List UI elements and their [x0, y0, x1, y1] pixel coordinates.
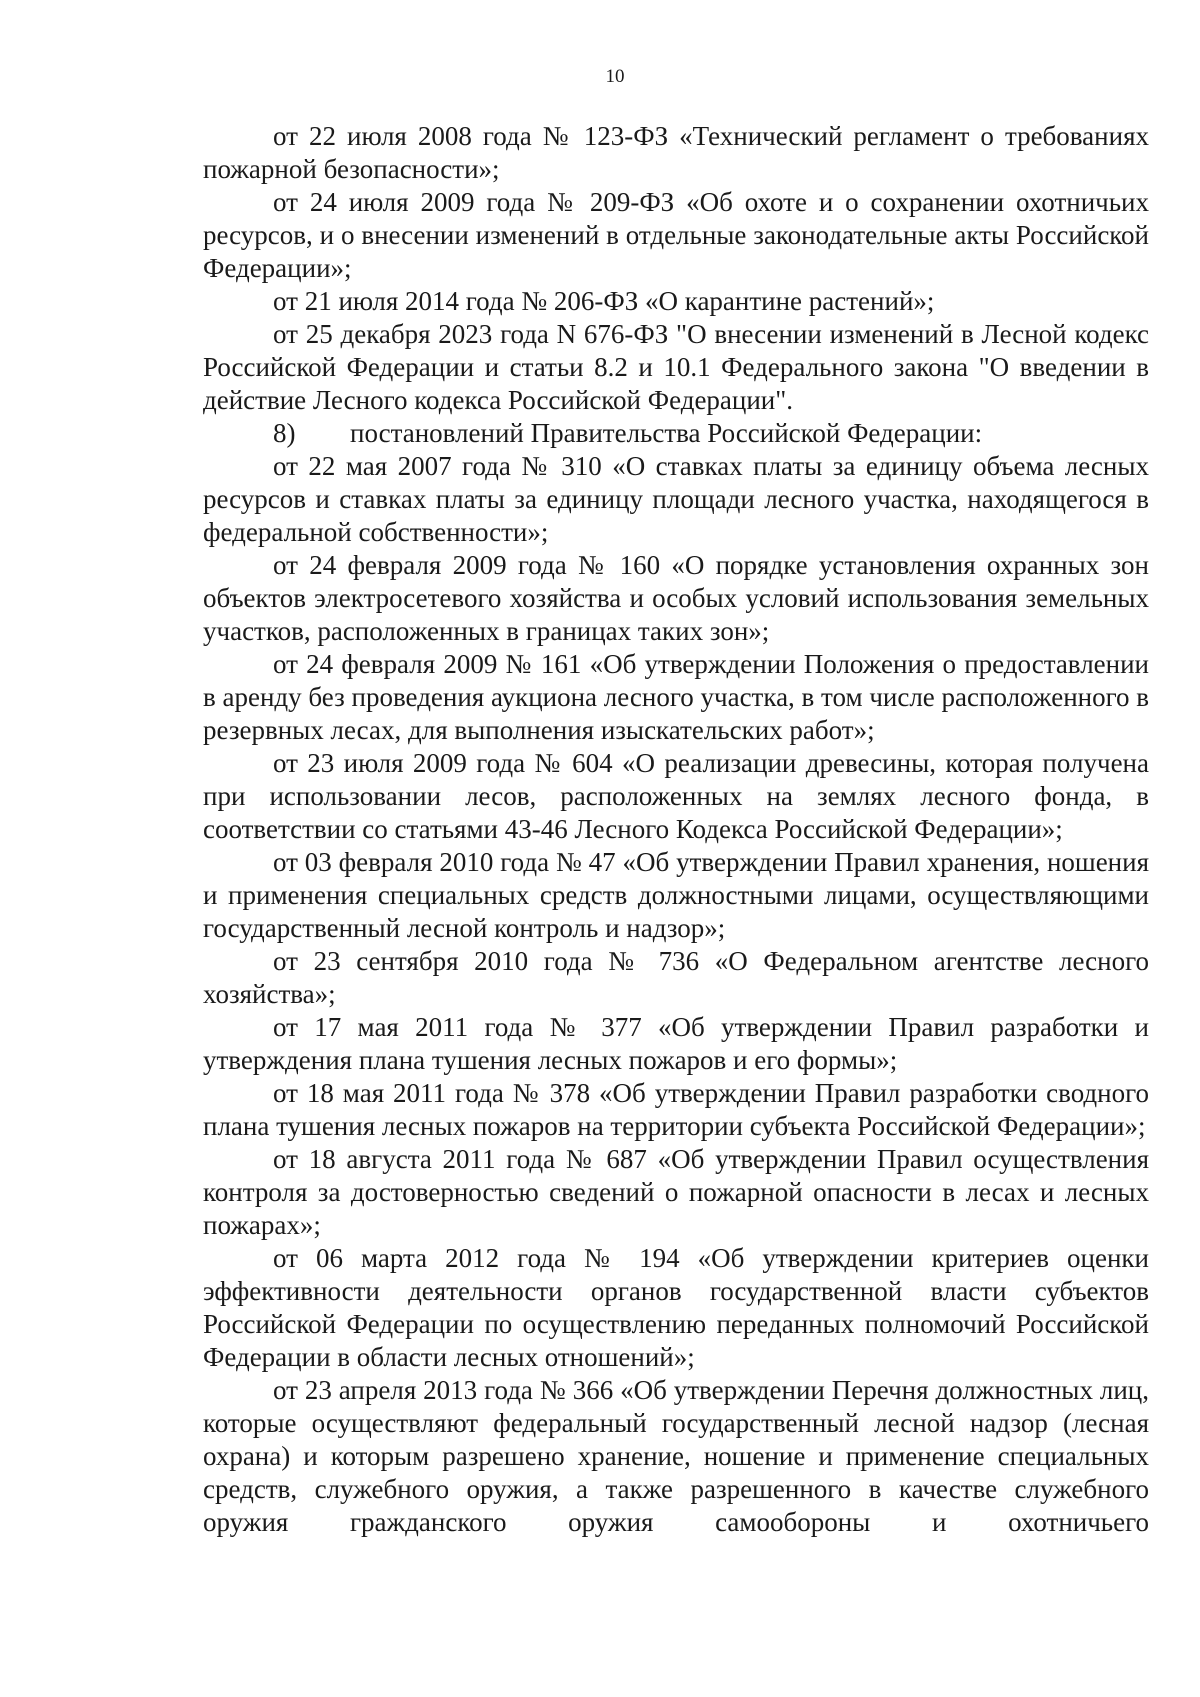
law-reference-paragraph: от 24 июля 2009 года № 209-ФЗ «Об охоте и о сохранении охотничьих ресурсов, и о внесении изменений в отдельные законодательные акты Российской Федерации»;: [203, 187, 1149, 283]
list-item-text: постановлений Правительства Российской Федерации:: [350, 418, 983, 448]
resolution-reference-paragraph: от 23 апреля 2013 года № 366 «Об утверждении Перечня должностных лиц, которые осуществляют федеральный государственный лесной надзор (лесная охрана) и которым разрешено хранение, ношение и применение специальных средств, служебного оружия, а также разрешенного в качестве служебного оружия гражданского оружия самообороны и охотничьего: [203, 1375, 1149, 1537]
law-reference-paragraph: от 21 июля 2014 года № 206-ФЗ «О карантине растений»;: [273, 286, 935, 316]
resolution-reference-paragraph: от 24 февраля 2009 года № 160 «О порядке установления охранных зон объектов электросетевого хозяйства и особых условий использования земельных участков, расположенных в границах таких зон»;: [203, 550, 1149, 646]
resolution-reference-paragraph: от 18 мая 2011 года № 378 «Об утверждении Правил разработки сводного плана тушения лесных пожаров на территории субъекта Российской Федерации»;: [203, 1078, 1149, 1141]
page-number: 10: [605, 66, 625, 87]
list-item-number: 8): [273, 418, 296, 448]
resolution-reference-paragraph: от 22 мая 2007 года № 310 «О ставках платы за единицу объема лесных ресурсов и ставках платы за единицу площади лесного участка, находящегося в федеральной собственности»;: [203, 451, 1149, 547]
resolution-reference-paragraph: от 24 февраля 2009 № 161 «Об утверждении Положения о предоставлении в аренду без проведения аукциона лесного участка, в том числе расположенного в резервных лесах, для выполнения изыскательских работ»;: [203, 649, 1149, 745]
resolution-reference-paragraph: от 23 июля 2009 года № 604 «О реализации древесины, которая получена при использовании лесов, расположенных на землях лесного фонда, в соответствии со статьями 43-46 Лесного Кодекса Российской Федерации»;: [203, 748, 1149, 844]
law-reference-paragraph: от 25 декабря 2023 года N 676-ФЗ "О внесении изменений в Лесной кодекс Российской Федерации и статьи 8.2 и 10.1 Федерального закона "О введении в действие Лесного кодекса Российской Федерации".: [203, 319, 1149, 415]
document-body: [203, 120, 1149, 1539]
list-item-8: [203, 417, 1149, 450]
law-reference-paragraph: от 22 июля 2008 года № 123-ФЗ «Технический регламент о требованиях пожарной безопасности»;: [203, 121, 1149, 184]
resolution-reference-paragraph: от 06 марта 2012 года № 194 «Об утверждении критериев оценки эффективности деятельности органов государственной власти субъектов Российской Федерации по осуществлению переданных полномочий Российской Федерации в области лесных отношений»;: [203, 1243, 1149, 1372]
resolution-reference-paragraph: от 17 мая 2011 года № 377 «Об утверждении Правил разработки и утверждения плана тушения лесных пожаров и его формы»;: [203, 1012, 1149, 1075]
resolution-reference-paragraph: от 23 сентября 2010 года № 736 «О Федеральном агентстве лесного хозяйства»;: [203, 946, 1149, 1009]
resolution-reference-paragraph: от 18 августа 2011 года № 687 «Об утверждении Правил осуществления контроля за достоверностью сведений о пожарной опасности в лесах и лесных пожарах»;: [203, 1144, 1149, 1240]
resolution-reference-paragraph: от 03 февраля 2010 года № 47 «Об утверждении Правил хранения, ношения и применения специальных средств должностными лицами, осуществляющими государственный лесной контроль и надзор»;: [203, 847, 1149, 943]
